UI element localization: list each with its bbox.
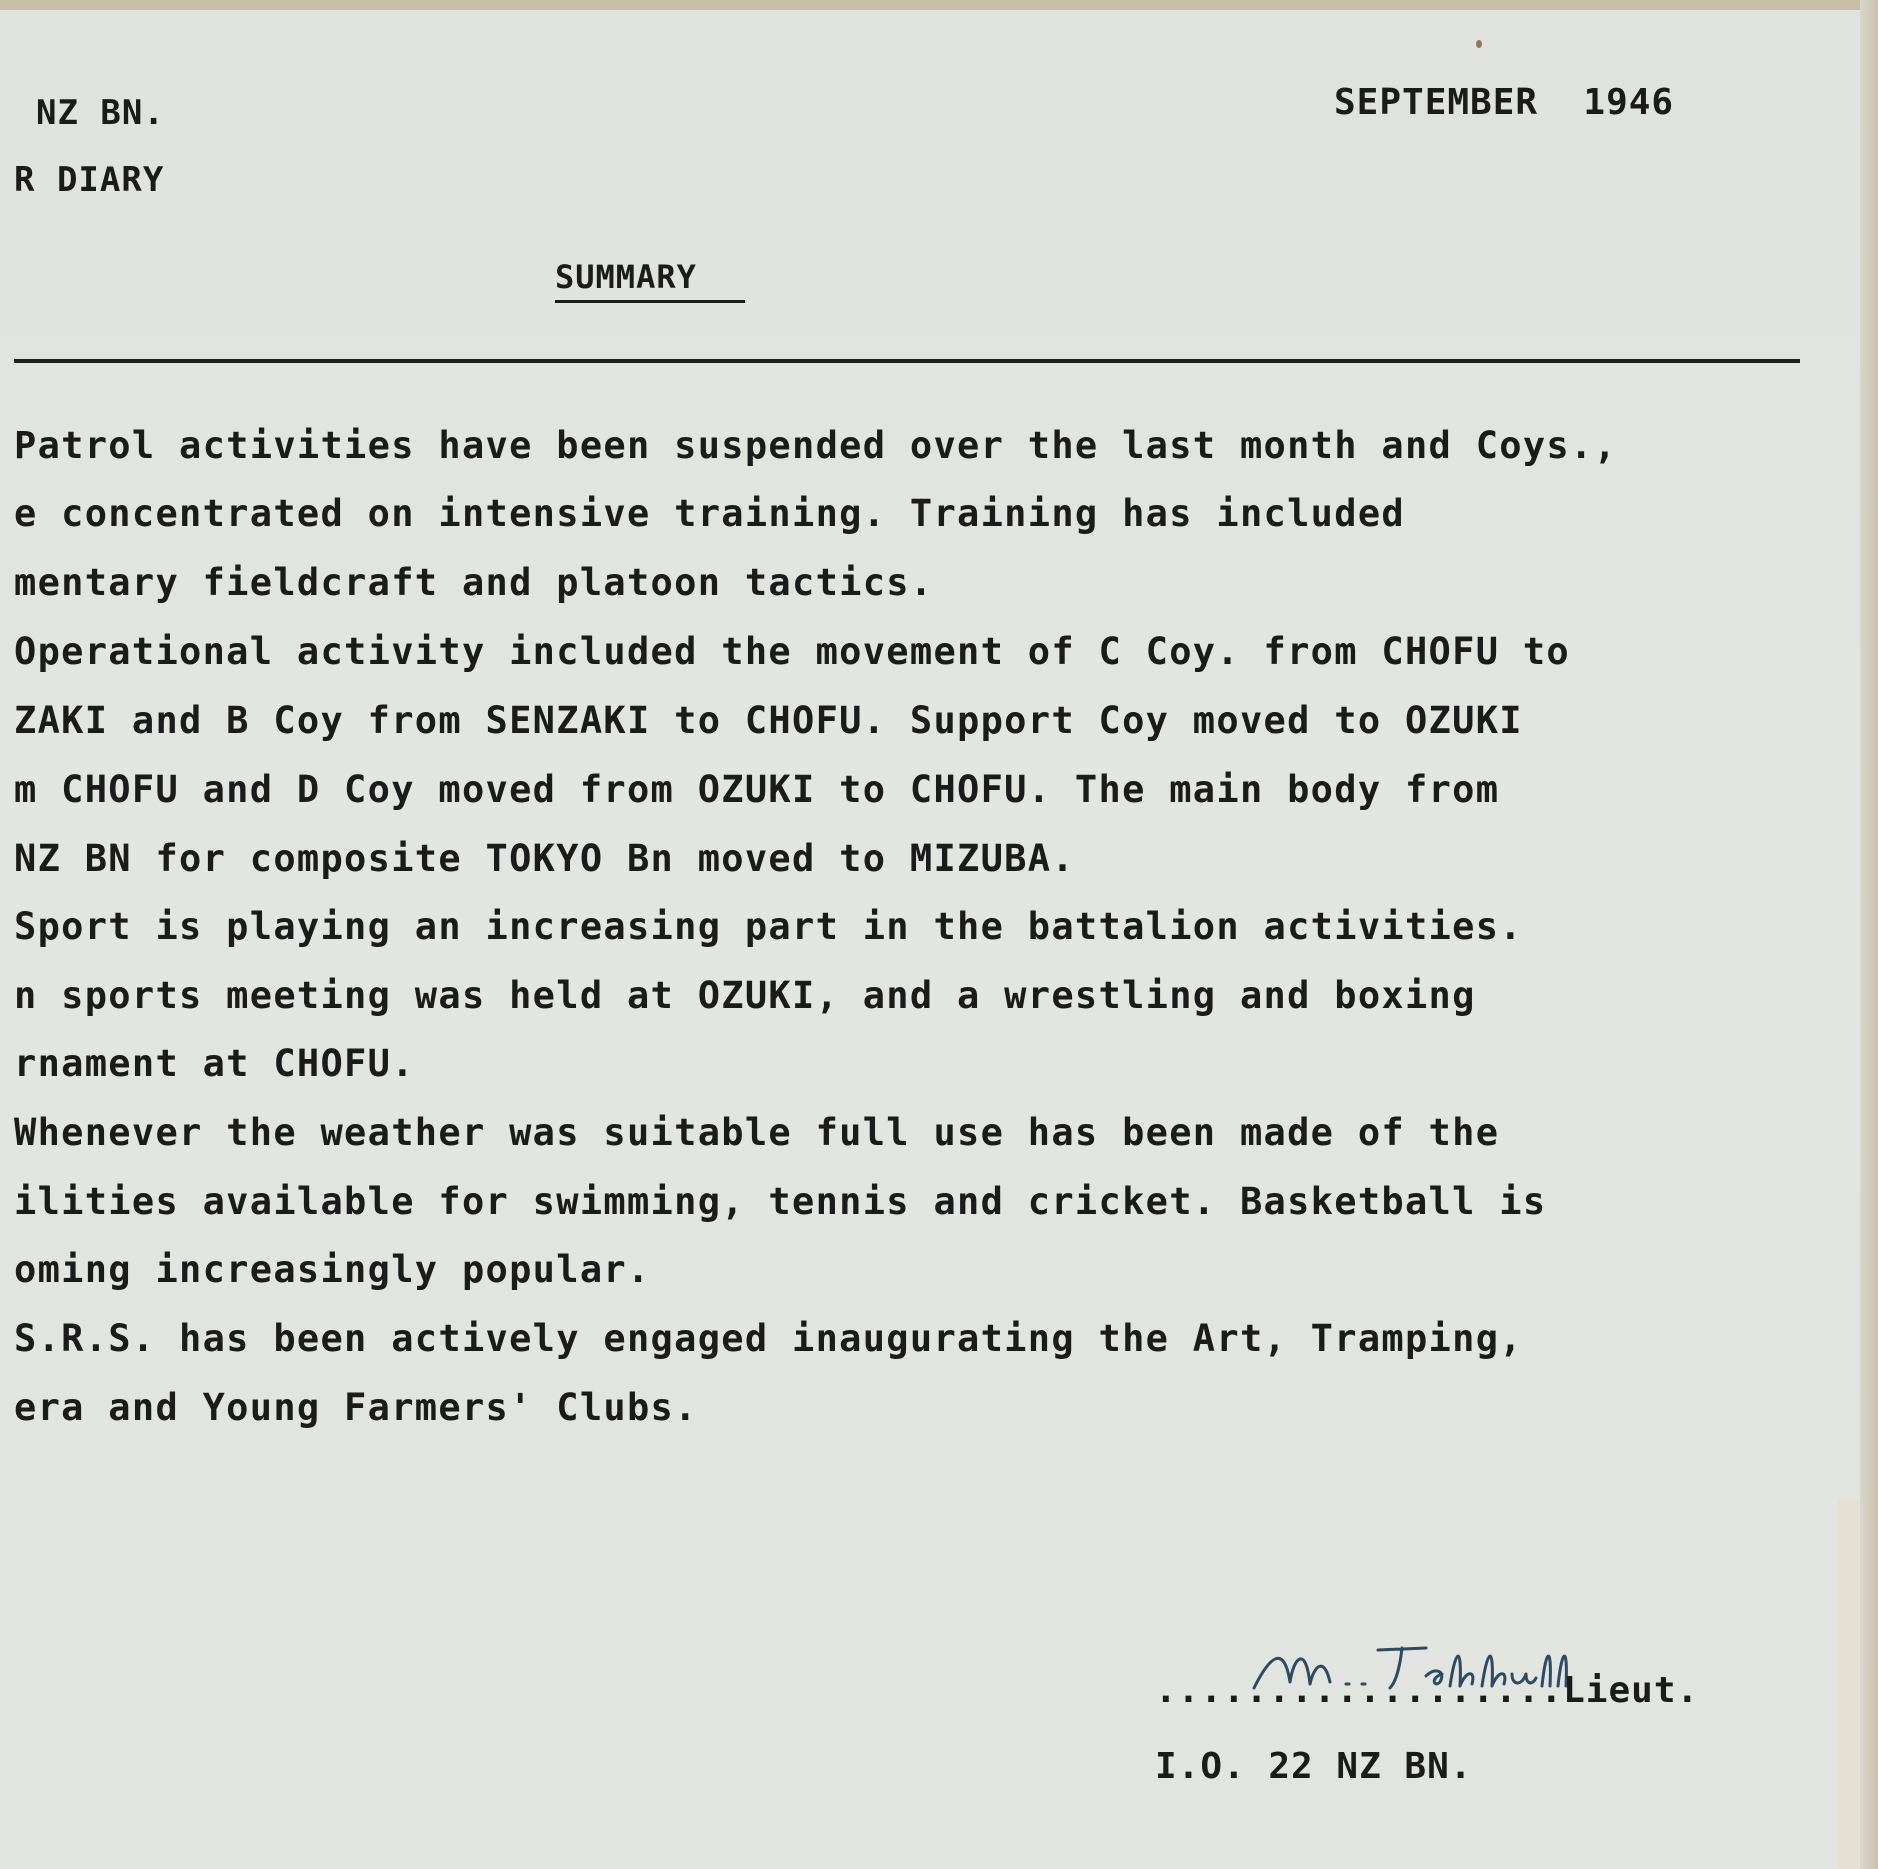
date-heading: SEPTEMBER 1946 [1334, 82, 1675, 123]
diary-heading: R DIARY [14, 160, 165, 200]
body-line-11: Whenever the weather was suitable full use has been made of the [14, 1111, 1500, 1154]
body-line-12: ilities available for swimming, tennis and cricket. Basketball is [14, 1180, 1547, 1223]
underlying-sheet [1838, 1500, 1860, 1869]
body-line-6: m CHOFU and D Coy moved from OZUKI to CHOFU. The main body from [14, 768, 1500, 811]
body-line-7: NZ BN for composite TOKYO Bn moved to MIZUBA. [14, 837, 1075, 880]
body-line-13: oming increasingly popular. [14, 1248, 651, 1291]
signatory-title: I.O. 22 NZ BN. [1155, 1746, 1473, 1787]
paper-edge [1860, 0, 1878, 1869]
body-line-5: ZAKI and B Coy from SENZAKI to CHOFU. Support Coy moved to OZUKI [14, 699, 1523, 742]
body-line-14: S.R.S. has been actively engaged inaugurating the Art, Tramping, [14, 1317, 1523, 1360]
body-line-1: Patrol activities have been suspended over the last month and Coys., [14, 424, 1618, 467]
summary-title: SUMMARY [555, 258, 745, 303]
body-line-4: Operational activity included the movement of C Coy. from CHOFU to [14, 630, 1571, 673]
horizontal-rule [14, 359, 1800, 363]
body-line-10: rnament at CHOFU. [14, 1042, 415, 1085]
signature-line: ..................Lieut. [1155, 1670, 1700, 1711]
paper-speck [1476, 40, 1482, 48]
body-line-2: e concentrated on intensive training. Training has included [14, 492, 1405, 535]
unit-heading: NZ BN. [36, 93, 165, 133]
body-line-9: n sports meeting was held at OZUKI, and a wrestling and boxing [14, 974, 1476, 1017]
top-shadow [0, 0, 1878, 10]
body-line-8: Sport is playing an increasing part in the battalion activities. [14, 905, 1523, 948]
body-line-15: era and Young Farmers' Clubs. [14, 1386, 698, 1429]
body-line-3: mentary fieldcraft and platoon tactics. [14, 561, 934, 604]
